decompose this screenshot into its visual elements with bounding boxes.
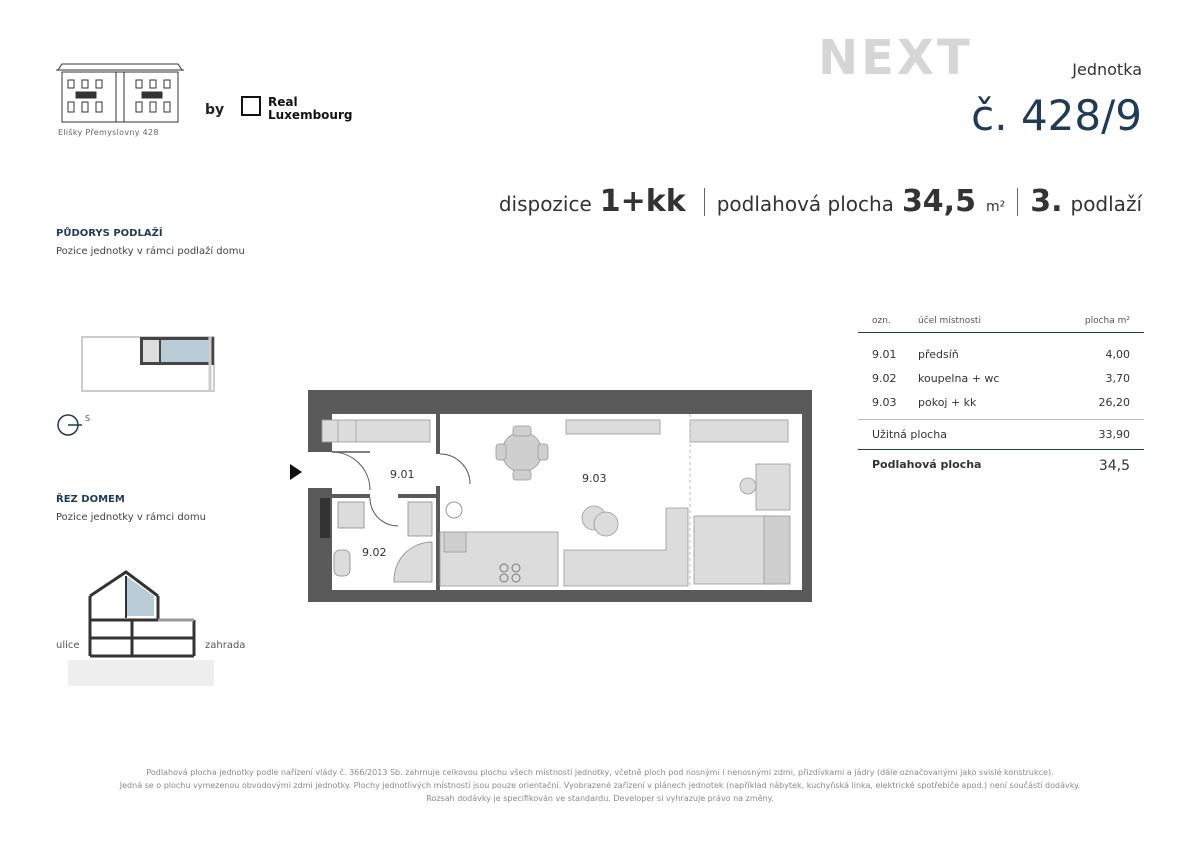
header-room: účel místnosti [918,316,981,326]
rooms-table [858,312,1144,482]
by-label: by [205,102,225,118]
table-row [858,343,1144,367]
footnote-line-2: Jedná se o plochu vymezenou obvodovými zdmi jednotky. Plochy jednotlivých místností jsou pouze orientační. Vyobrazené zařízení v plánech jednotek (například nábytek, kuchyňská linka, elektrické spotřebiče apod.) není součástí dodávky. [119,781,1081,790]
room-code: 9.01 [872,348,897,361]
compass-icon [56,412,100,438]
garden-label: zahrada [205,640,246,651]
unit-summary [499,184,1142,219]
street-label: ulice [56,640,80,651]
building-section-icon [54,566,218,690]
floor-area-row [858,450,1144,482]
project-name: Elišky Přemyslovny 428 [58,128,159,137]
room-code: 9.03 [872,396,897,409]
floor-plan-subtitle: Pozice jednotky v rámci podlaží domu [56,246,245,257]
compass-label: S [85,414,91,423]
disposition-label: dispozice [498,192,592,216]
footnote-line-1: Podlahová plocha jednotky podle nařízení vlády č. 366/2013 Sb. zahrnuje celkovou plochu všech místností jednotky, včetně ploch pod nosnými i nenosnými zdmi, přizdívkami a jádry (dále označovanými jako svislé konstrukce). [146,768,1054,777]
usable-area-label: Užitná plocha [872,428,947,441]
usable-area-row [858,420,1144,450]
entrance-arrow-icon [288,462,304,482]
room-name: koupelna + wc [918,372,1000,385]
summary-divider [704,188,705,216]
footnote-line-3: Rozsah dodávky je specifikován ve standardu. Developer si vyhrazuje právo na změny. [426,794,774,803]
floor-area-label: Podlahová plocha [872,458,982,471]
header-area: plocha m² [1084,316,1130,326]
footnote [0,766,1200,805]
floor-area-value: 34,5 [1098,458,1130,474]
room-area: 4,00 [1105,348,1130,361]
floor-label: podlaží [1070,192,1142,216]
floor-value: 3. [1030,184,1063,219]
table-header [858,312,1144,333]
summary-divider [1017,188,1018,216]
room-label-9-03: 9.03 [582,472,607,485]
room-area: 3,70 [1105,372,1130,385]
table-row [858,367,1144,391]
floor-plan-title: PŮDORYS PODLAŽÍ [56,228,163,239]
developer-name [268,96,352,122]
unit-floor-plan [308,390,812,602]
room-name: pokoj + kk [918,396,977,409]
area-value: 34,5 [901,184,976,219]
section-subtitle: Pozice jednotky v rámci domu [56,512,206,523]
room-code: 9.02 [872,372,897,385]
next-logo: NEXT [818,30,973,86]
area-unit: m² [985,199,1006,215]
area-label: podlahová plocha [716,192,894,216]
unit-label: Jednotka [1072,60,1142,79]
room-area: 26,20 [1098,396,1130,409]
room-label-9-02: 9.02 [362,546,387,559]
section-title: ŘEZ DOMEM [56,494,125,505]
disposition-value: 1+kk [599,184,686,219]
table-row [858,391,1144,415]
header-code: ozn. [872,316,891,326]
usable-area-value: 33,90 [1098,428,1130,441]
real-luxembourg-logo-mark [241,96,261,116]
table-body [858,333,1144,420]
unit-number: č. 428/9 [971,91,1142,140]
room-name: předsíň [918,348,959,361]
developer-name-line1: Real [268,95,298,109]
floor-position-map [80,335,216,395]
developer-name-line2: Luxembourg [268,108,353,122]
room-label-9-01: 9.01 [390,468,415,481]
